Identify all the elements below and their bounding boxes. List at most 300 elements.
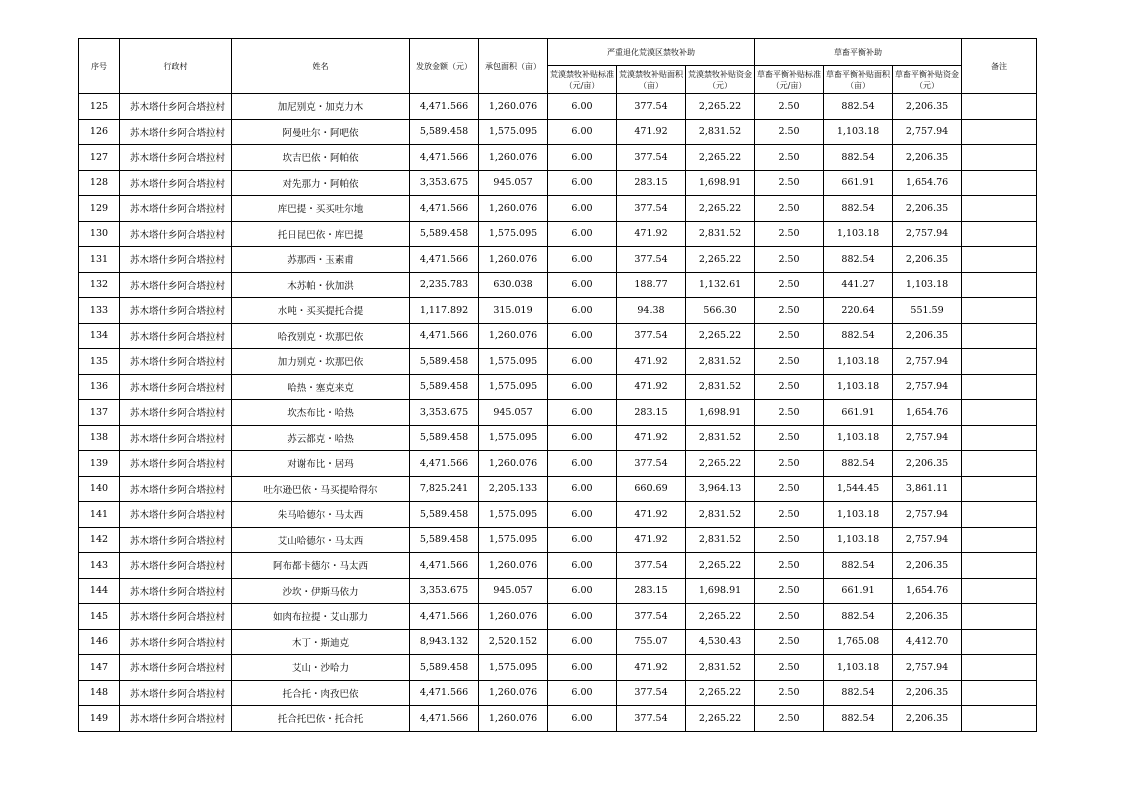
cell-g1-area: 283.15 xyxy=(617,400,686,426)
header-village: 行政村 xyxy=(120,39,232,94)
cell-g2-standard: 2.50 xyxy=(755,349,824,375)
cell-seq: 146 xyxy=(79,629,120,655)
header-amount: 发放金额（元） xyxy=(410,39,479,94)
cell-g1-standard: 6.00 xyxy=(548,629,617,655)
cell-g1-standard: 6.00 xyxy=(548,553,617,579)
cell-remark xyxy=(962,425,1037,451)
cell-seq: 137 xyxy=(79,400,120,426)
cell-g1-fund: 2,831.52 xyxy=(686,119,755,145)
cell-seq: 140 xyxy=(79,476,120,502)
cell-area: 1,575.095 xyxy=(479,349,548,375)
cell-g2-area: 882.54 xyxy=(824,145,893,171)
cell-g2-area: 882.54 xyxy=(824,196,893,222)
cell-amount: 4,471.566 xyxy=(410,604,479,630)
cell-name: 水吨・买买提托合提 xyxy=(232,298,410,324)
cell-g1-area: 377.54 xyxy=(617,706,686,732)
cell-g2-standard: 2.50 xyxy=(755,578,824,604)
cell-g2-fund: 2,757.94 xyxy=(893,527,962,553)
cell-remark xyxy=(962,247,1037,273)
cell-remark xyxy=(962,145,1037,171)
cell-village: 苏木塔什乡阿合塔拉村 xyxy=(120,119,232,145)
cell-seq: 131 xyxy=(79,247,120,273)
cell-area: 1,575.095 xyxy=(479,119,548,145)
cell-remark xyxy=(962,323,1037,349)
cell-name: 库巴提・买买吐尔地 xyxy=(232,196,410,222)
cell-seq: 147 xyxy=(79,655,120,681)
cell-g1-fund: 2,265.22 xyxy=(686,553,755,579)
cell-g2-area: 882.54 xyxy=(824,553,893,579)
cell-g2-fund: 2,757.94 xyxy=(893,425,962,451)
cell-g2-fund: 2,206.35 xyxy=(893,451,962,477)
cell-seq: 141 xyxy=(79,502,120,528)
cell-remark xyxy=(962,553,1037,579)
header-name: 姓名 xyxy=(232,39,410,94)
table-row xyxy=(79,196,1037,222)
cell-seq: 148 xyxy=(79,680,120,706)
cell-g2-area: 441.27 xyxy=(824,272,893,298)
cell-g2-fund: 2,757.94 xyxy=(893,221,962,247)
cell-g2-standard: 2.50 xyxy=(755,706,824,732)
cell-g2-standard: 2.50 xyxy=(755,94,824,120)
cell-g1-fund: 566.30 xyxy=(686,298,755,324)
cell-seq: 139 xyxy=(79,451,120,477)
table-row xyxy=(79,119,1037,145)
cell-area: 1,260.076 xyxy=(479,323,548,349)
cell-g1-standard: 6.00 xyxy=(548,349,617,375)
cell-g1-area: 471.92 xyxy=(617,374,686,400)
cell-village: 苏木塔什乡阿合塔拉村 xyxy=(120,655,232,681)
table-row xyxy=(79,655,1037,681)
cell-g2-standard: 2.50 xyxy=(755,374,824,400)
cell-g1-standard: 6.00 xyxy=(548,272,617,298)
cell-g1-area: 471.92 xyxy=(617,349,686,375)
cell-seq: 127 xyxy=(79,145,120,171)
cell-area: 1,260.076 xyxy=(479,196,548,222)
table-row xyxy=(79,629,1037,655)
cell-area: 2,205.133 xyxy=(479,476,548,502)
cell-area: 1,575.095 xyxy=(479,425,548,451)
cell-g2-standard: 2.50 xyxy=(755,400,824,426)
cell-name: 苏云都克・哈热 xyxy=(232,425,410,451)
cell-g1-fund: 2,831.52 xyxy=(686,221,755,247)
cell-remark xyxy=(962,196,1037,222)
cell-remark xyxy=(962,221,1037,247)
cell-g1-area: 377.54 xyxy=(617,323,686,349)
table-row xyxy=(79,578,1037,604)
cell-remark xyxy=(962,578,1037,604)
cell-area: 1,260.076 xyxy=(479,247,548,273)
cell-g1-area: 471.92 xyxy=(617,119,686,145)
table-row xyxy=(79,349,1037,375)
table-row xyxy=(79,145,1037,171)
cell-g2-fund: 1,654.76 xyxy=(893,170,962,196)
cell-village: 苏木塔什乡阿合塔拉村 xyxy=(120,527,232,553)
cell-amount: 2,235.783 xyxy=(410,272,479,298)
cell-remark xyxy=(962,298,1037,324)
cell-name: 阿曼吐尔・阿吧依 xyxy=(232,119,410,145)
cell-g2-fund: 2,757.94 xyxy=(893,655,962,681)
table-row xyxy=(79,476,1037,502)
cell-g2-area: 661.91 xyxy=(824,578,893,604)
cell-g1-fund: 2,831.52 xyxy=(686,425,755,451)
header-g1-fund: 荒漠禁牧补贴资金（元） xyxy=(686,66,755,94)
cell-village: 苏木塔什乡阿合塔拉村 xyxy=(120,604,232,630)
cell-name: 艾山哈德尔・马太西 xyxy=(232,527,410,553)
cell-name: 托合托巴依・托合托 xyxy=(232,706,410,732)
table-row xyxy=(79,374,1037,400)
cell-g1-fund: 2,265.22 xyxy=(686,196,755,222)
cell-village: 苏木塔什乡阿合塔拉村 xyxy=(120,502,232,528)
cell-g2-area: 882.54 xyxy=(824,247,893,273)
header-remark: 备注 xyxy=(962,39,1037,94)
cell-g1-area: 377.54 xyxy=(617,247,686,273)
table-row xyxy=(79,604,1037,630)
cell-g1-area: 377.54 xyxy=(617,196,686,222)
cell-name: 加尼别克・加克力木 xyxy=(232,94,410,120)
cell-seq: 135 xyxy=(79,349,120,375)
cell-village: 苏木塔什乡阿合塔拉村 xyxy=(120,680,232,706)
header-area: 承包面积（亩） xyxy=(479,39,548,94)
cell-amount: 4,471.566 xyxy=(410,451,479,477)
cell-g1-fund: 3,964.13 xyxy=(686,476,755,502)
table-row xyxy=(79,451,1037,477)
cell-g2-area: 882.54 xyxy=(824,604,893,630)
cell-seq: 145 xyxy=(79,604,120,630)
cell-g1-fund: 2,265.22 xyxy=(686,604,755,630)
cell-area: 630.038 xyxy=(479,272,548,298)
cell-village: 苏木塔什乡阿合塔拉村 xyxy=(120,221,232,247)
cell-g2-fund: 2,206.35 xyxy=(893,323,962,349)
cell-g2-area: 1,103.18 xyxy=(824,374,893,400)
cell-g2-area: 882.54 xyxy=(824,451,893,477)
cell-g1-area: 377.54 xyxy=(617,145,686,171)
cell-village: 苏木塔什乡阿合塔拉村 xyxy=(120,298,232,324)
cell-g2-area: 661.91 xyxy=(824,170,893,196)
cell-amount: 3,353.675 xyxy=(410,170,479,196)
cell-g1-area: 377.54 xyxy=(617,604,686,630)
cell-area: 1,575.095 xyxy=(479,374,548,400)
cell-seq: 133 xyxy=(79,298,120,324)
cell-village: 苏木塔什乡阿合塔拉村 xyxy=(120,247,232,273)
cell-village: 苏木塔什乡阿合塔拉村 xyxy=(120,578,232,604)
cell-amount: 4,471.566 xyxy=(410,680,479,706)
cell-area: 1,575.095 xyxy=(479,655,548,681)
cell-village: 苏木塔什乡阿合塔拉村 xyxy=(120,349,232,375)
cell-g2-standard: 2.50 xyxy=(755,629,824,655)
cell-g1-area: 471.92 xyxy=(617,221,686,247)
cell-g2-fund: 2,206.35 xyxy=(893,94,962,120)
header-g2-area: 草畜平衡补贴面积（亩） xyxy=(824,66,893,94)
cell-area: 1,260.076 xyxy=(479,706,548,732)
cell-remark xyxy=(962,476,1037,502)
header-seq: 序号 xyxy=(79,39,120,94)
cell-g2-standard: 2.50 xyxy=(755,145,824,171)
cell-g1-standard: 6.00 xyxy=(548,119,617,145)
cell-name: 木丁・斯迪克 xyxy=(232,629,410,655)
cell-g1-fund: 2,831.52 xyxy=(686,502,755,528)
cell-area: 2,520.152 xyxy=(479,629,548,655)
cell-g2-standard: 2.50 xyxy=(755,272,824,298)
cell-amount: 4,471.566 xyxy=(410,706,479,732)
cell-g1-area: 471.92 xyxy=(617,655,686,681)
header-g2-fund: 草畜平衡补贴资金（元） xyxy=(893,66,962,94)
cell-area: 1,260.076 xyxy=(479,553,548,579)
cell-remark xyxy=(962,604,1037,630)
cell-g2-fund: 2,206.35 xyxy=(893,247,962,273)
cell-name: 朱马哈德尔・马太西 xyxy=(232,502,410,528)
cell-name: 吐尔逊巴依・马买提哈得尔 xyxy=(232,476,410,502)
cell-g2-standard: 2.50 xyxy=(755,425,824,451)
cell-village: 苏木塔什乡阿合塔拉村 xyxy=(120,706,232,732)
cell-remark xyxy=(962,706,1037,732)
cell-g1-standard: 6.00 xyxy=(548,706,617,732)
cell-g2-fund: 1,654.76 xyxy=(893,400,962,426)
cell-remark xyxy=(962,655,1037,681)
cell-amount: 1,117.892 xyxy=(410,298,479,324)
table-row xyxy=(79,170,1037,196)
table-row xyxy=(79,706,1037,732)
cell-amount: 4,471.566 xyxy=(410,196,479,222)
cell-g1-fund: 2,265.22 xyxy=(686,451,755,477)
cell-amount: 8,943.132 xyxy=(410,629,479,655)
cell-g1-standard: 6.00 xyxy=(548,145,617,171)
cell-name: 托合托・肉孜巴依 xyxy=(232,680,410,706)
cell-remark xyxy=(962,451,1037,477)
cell-area: 945.057 xyxy=(479,578,548,604)
cell-g1-fund: 2,831.52 xyxy=(686,655,755,681)
cell-village: 苏木塔什乡阿合塔拉村 xyxy=(120,451,232,477)
cell-g2-standard: 2.50 xyxy=(755,247,824,273)
cell-seq: 125 xyxy=(79,94,120,120)
cell-village: 苏木塔什乡阿合塔拉村 xyxy=(120,272,232,298)
cell-g1-standard: 6.00 xyxy=(548,247,617,273)
cell-g1-standard: 6.00 xyxy=(548,196,617,222)
cell-g1-area: 377.54 xyxy=(617,94,686,120)
cell-g1-standard: 6.00 xyxy=(548,374,617,400)
cell-g2-area: 1,544.45 xyxy=(824,476,893,502)
table-row xyxy=(79,323,1037,349)
cell-g2-standard: 2.50 xyxy=(755,680,824,706)
cell-area: 1,575.095 xyxy=(479,527,548,553)
cell-name: 艾山・沙哈力 xyxy=(232,655,410,681)
cell-seq: 132 xyxy=(79,272,120,298)
cell-g1-standard: 6.00 xyxy=(548,527,617,553)
cell-g2-area: 882.54 xyxy=(824,323,893,349)
cell-name: 坎杰布比・哈热 xyxy=(232,400,410,426)
cell-seq: 130 xyxy=(79,221,120,247)
cell-g1-fund: 2,265.22 xyxy=(686,680,755,706)
cell-amount: 5,589.458 xyxy=(410,119,479,145)
cell-area: 945.057 xyxy=(479,170,548,196)
cell-g2-area: 1,103.18 xyxy=(824,527,893,553)
table-row xyxy=(79,553,1037,579)
cell-g1-standard: 6.00 xyxy=(548,655,617,681)
cell-village: 苏木塔什乡阿合塔拉村 xyxy=(120,170,232,196)
cell-village: 苏木塔什乡阿合塔拉村 xyxy=(120,196,232,222)
cell-g2-area: 882.54 xyxy=(824,94,893,120)
cell-amount: 7,825.241 xyxy=(410,476,479,502)
cell-remark xyxy=(962,527,1037,553)
cell-amount: 5,589.458 xyxy=(410,527,479,553)
table-row xyxy=(79,502,1037,528)
cell-amount: 3,353.675 xyxy=(410,578,479,604)
cell-remark xyxy=(962,502,1037,528)
cell-name: 苏那西・玉素甫 xyxy=(232,247,410,273)
header-g2-standard: 草畜平衡补贴标准（元/亩） xyxy=(755,66,824,94)
cell-g2-area: 1,103.18 xyxy=(824,119,893,145)
header-group-desert-grazing-ban: 严重退化荒漠区禁牧补助 xyxy=(548,39,755,66)
cell-g1-fund: 2,831.52 xyxy=(686,349,755,375)
cell-g1-fund: 2,831.52 xyxy=(686,374,755,400)
cell-area: 1,260.076 xyxy=(479,94,548,120)
cell-g1-standard: 6.00 xyxy=(548,451,617,477)
cell-amount: 5,589.458 xyxy=(410,374,479,400)
cell-area: 315.019 xyxy=(479,298,548,324)
cell-g2-standard: 2.50 xyxy=(755,170,824,196)
cell-g1-standard: 6.00 xyxy=(548,400,617,426)
cell-village: 苏木塔什乡阿合塔拉村 xyxy=(120,425,232,451)
cell-amount: 4,471.566 xyxy=(410,145,479,171)
cell-g2-standard: 2.50 xyxy=(755,298,824,324)
cell-area: 1,260.076 xyxy=(479,145,548,171)
table-row xyxy=(79,221,1037,247)
cell-g2-standard: 2.50 xyxy=(755,553,824,579)
cell-name: 木苏帕・伙加洪 xyxy=(232,272,410,298)
cell-amount: 5,589.458 xyxy=(410,655,479,681)
cell-remark xyxy=(962,374,1037,400)
cell-g2-fund: 2,757.94 xyxy=(893,349,962,375)
cell-seq: 134 xyxy=(79,323,120,349)
cell-amount: 4,471.566 xyxy=(410,553,479,579)
cell-g2-fund: 551.59 xyxy=(893,298,962,324)
cell-amount: 5,589.458 xyxy=(410,502,479,528)
table-row xyxy=(79,527,1037,553)
table-row xyxy=(79,425,1037,451)
cell-g2-area: 882.54 xyxy=(824,706,893,732)
cell-g2-fund: 2,757.94 xyxy=(893,502,962,528)
cell-g2-fund: 1,654.76 xyxy=(893,578,962,604)
cell-g2-fund: 2,206.35 xyxy=(893,706,962,732)
cell-g1-standard: 6.00 xyxy=(548,170,617,196)
cell-remark xyxy=(962,272,1037,298)
table-row xyxy=(79,680,1037,706)
cell-g1-area: 471.92 xyxy=(617,502,686,528)
cell-g2-area: 1,765.08 xyxy=(824,629,893,655)
cell-g1-area: 471.92 xyxy=(617,527,686,553)
cell-g2-fund: 4,412.70 xyxy=(893,629,962,655)
cell-g2-area: 1,103.18 xyxy=(824,349,893,375)
cell-g1-area: 377.54 xyxy=(617,553,686,579)
cell-village: 苏木塔什乡阿合塔拉村 xyxy=(120,629,232,655)
cell-g1-area: 283.15 xyxy=(617,170,686,196)
cell-g1-standard: 6.00 xyxy=(548,425,617,451)
cell-name: 阿布都卡德尔・马太西 xyxy=(232,553,410,579)
cell-amount: 5,589.458 xyxy=(410,349,479,375)
cell-amount: 3,353.675 xyxy=(410,400,479,426)
cell-g2-area: 1,103.18 xyxy=(824,425,893,451)
cell-g2-area: 220.64 xyxy=(824,298,893,324)
cell-remark xyxy=(962,119,1037,145)
cell-village: 苏木塔什乡阿合塔拉村 xyxy=(120,476,232,502)
cell-g2-fund: 3,861.11 xyxy=(893,476,962,502)
cell-g1-fund: 1,698.91 xyxy=(686,170,755,196)
cell-g2-standard: 2.50 xyxy=(755,502,824,528)
cell-g1-standard: 6.00 xyxy=(548,221,617,247)
cell-name: 对先那力・阿帕依 xyxy=(232,170,410,196)
cell-g2-area: 1,103.18 xyxy=(824,502,893,528)
cell-g2-area: 882.54 xyxy=(824,680,893,706)
cell-seq: 142 xyxy=(79,527,120,553)
cell-g1-fund: 1,698.91 xyxy=(686,400,755,426)
cell-village: 苏木塔什乡阿合塔拉村 xyxy=(120,145,232,171)
cell-g2-standard: 2.50 xyxy=(755,451,824,477)
table-row xyxy=(79,94,1037,120)
cell-g2-standard: 2.50 xyxy=(755,119,824,145)
cell-village: 苏木塔什乡阿合塔拉村 xyxy=(120,94,232,120)
cell-name: 托日昆巴依・库巴提 xyxy=(232,221,410,247)
cell-g2-standard: 2.50 xyxy=(755,221,824,247)
cell-g2-standard: 2.50 xyxy=(755,527,824,553)
cell-g1-fund: 2,265.22 xyxy=(686,323,755,349)
cell-g1-standard: 6.00 xyxy=(548,323,617,349)
cell-g2-standard: 2.50 xyxy=(755,476,824,502)
cell-amount: 4,471.566 xyxy=(410,94,479,120)
cell-name: 加力别克・坎那巴依 xyxy=(232,349,410,375)
cell-village: 苏木塔什乡阿合塔拉村 xyxy=(120,553,232,579)
cell-g1-area: 283.15 xyxy=(617,578,686,604)
cell-amount: 4,471.566 xyxy=(410,323,479,349)
cell-name: 如肉布拉提・艾山那力 xyxy=(232,604,410,630)
cell-g2-fund: 2,757.94 xyxy=(893,374,962,400)
cell-village: 苏木塔什乡阿合塔拉村 xyxy=(120,374,232,400)
table-body xyxy=(79,94,1037,732)
cell-g2-fund: 2,206.35 xyxy=(893,604,962,630)
cell-g2-fund: 2,757.94 xyxy=(893,119,962,145)
cell-remark xyxy=(962,629,1037,655)
table-header xyxy=(79,39,1037,94)
cell-g2-standard: 2.50 xyxy=(755,323,824,349)
cell-g1-fund: 1,132.61 xyxy=(686,272,755,298)
cell-g2-standard: 2.50 xyxy=(755,604,824,630)
cell-seq: 136 xyxy=(79,374,120,400)
cell-g2-area: 1,103.18 xyxy=(824,221,893,247)
cell-g1-area: 471.92 xyxy=(617,425,686,451)
cell-g1-fund: 2,265.22 xyxy=(686,247,755,273)
cell-g1-fund: 2,265.22 xyxy=(686,94,755,120)
cell-g2-fund: 2,206.35 xyxy=(893,680,962,706)
subsidy-table xyxy=(78,38,1037,732)
cell-g1-standard: 6.00 xyxy=(548,476,617,502)
cell-name: 沙坎・伊斯马依力 xyxy=(232,578,410,604)
cell-g1-standard: 6.00 xyxy=(548,298,617,324)
cell-g1-area: 377.54 xyxy=(617,680,686,706)
cell-seq: 128 xyxy=(79,170,120,196)
cell-g1-area: 94.38 xyxy=(617,298,686,324)
cell-g1-area: 377.54 xyxy=(617,451,686,477)
cell-g2-fund: 2,206.35 xyxy=(893,553,962,579)
cell-g1-standard: 6.00 xyxy=(548,94,617,120)
cell-area: 1,260.076 xyxy=(479,680,548,706)
header-g1-standard: 荒漠禁牧补贴标准（元/亩） xyxy=(548,66,617,94)
cell-g1-area: 755.07 xyxy=(617,629,686,655)
cell-g2-fund: 2,206.35 xyxy=(893,145,962,171)
cell-name: 哈孜别克・坎那巴依 xyxy=(232,323,410,349)
cell-g1-fund: 1,698.91 xyxy=(686,578,755,604)
cell-g1-standard: 6.00 xyxy=(548,502,617,528)
cell-name: 坎吉巴依・阿帕依 xyxy=(232,145,410,171)
cell-g1-fund: 4,530.43 xyxy=(686,629,755,655)
cell-area: 1,575.095 xyxy=(479,221,548,247)
